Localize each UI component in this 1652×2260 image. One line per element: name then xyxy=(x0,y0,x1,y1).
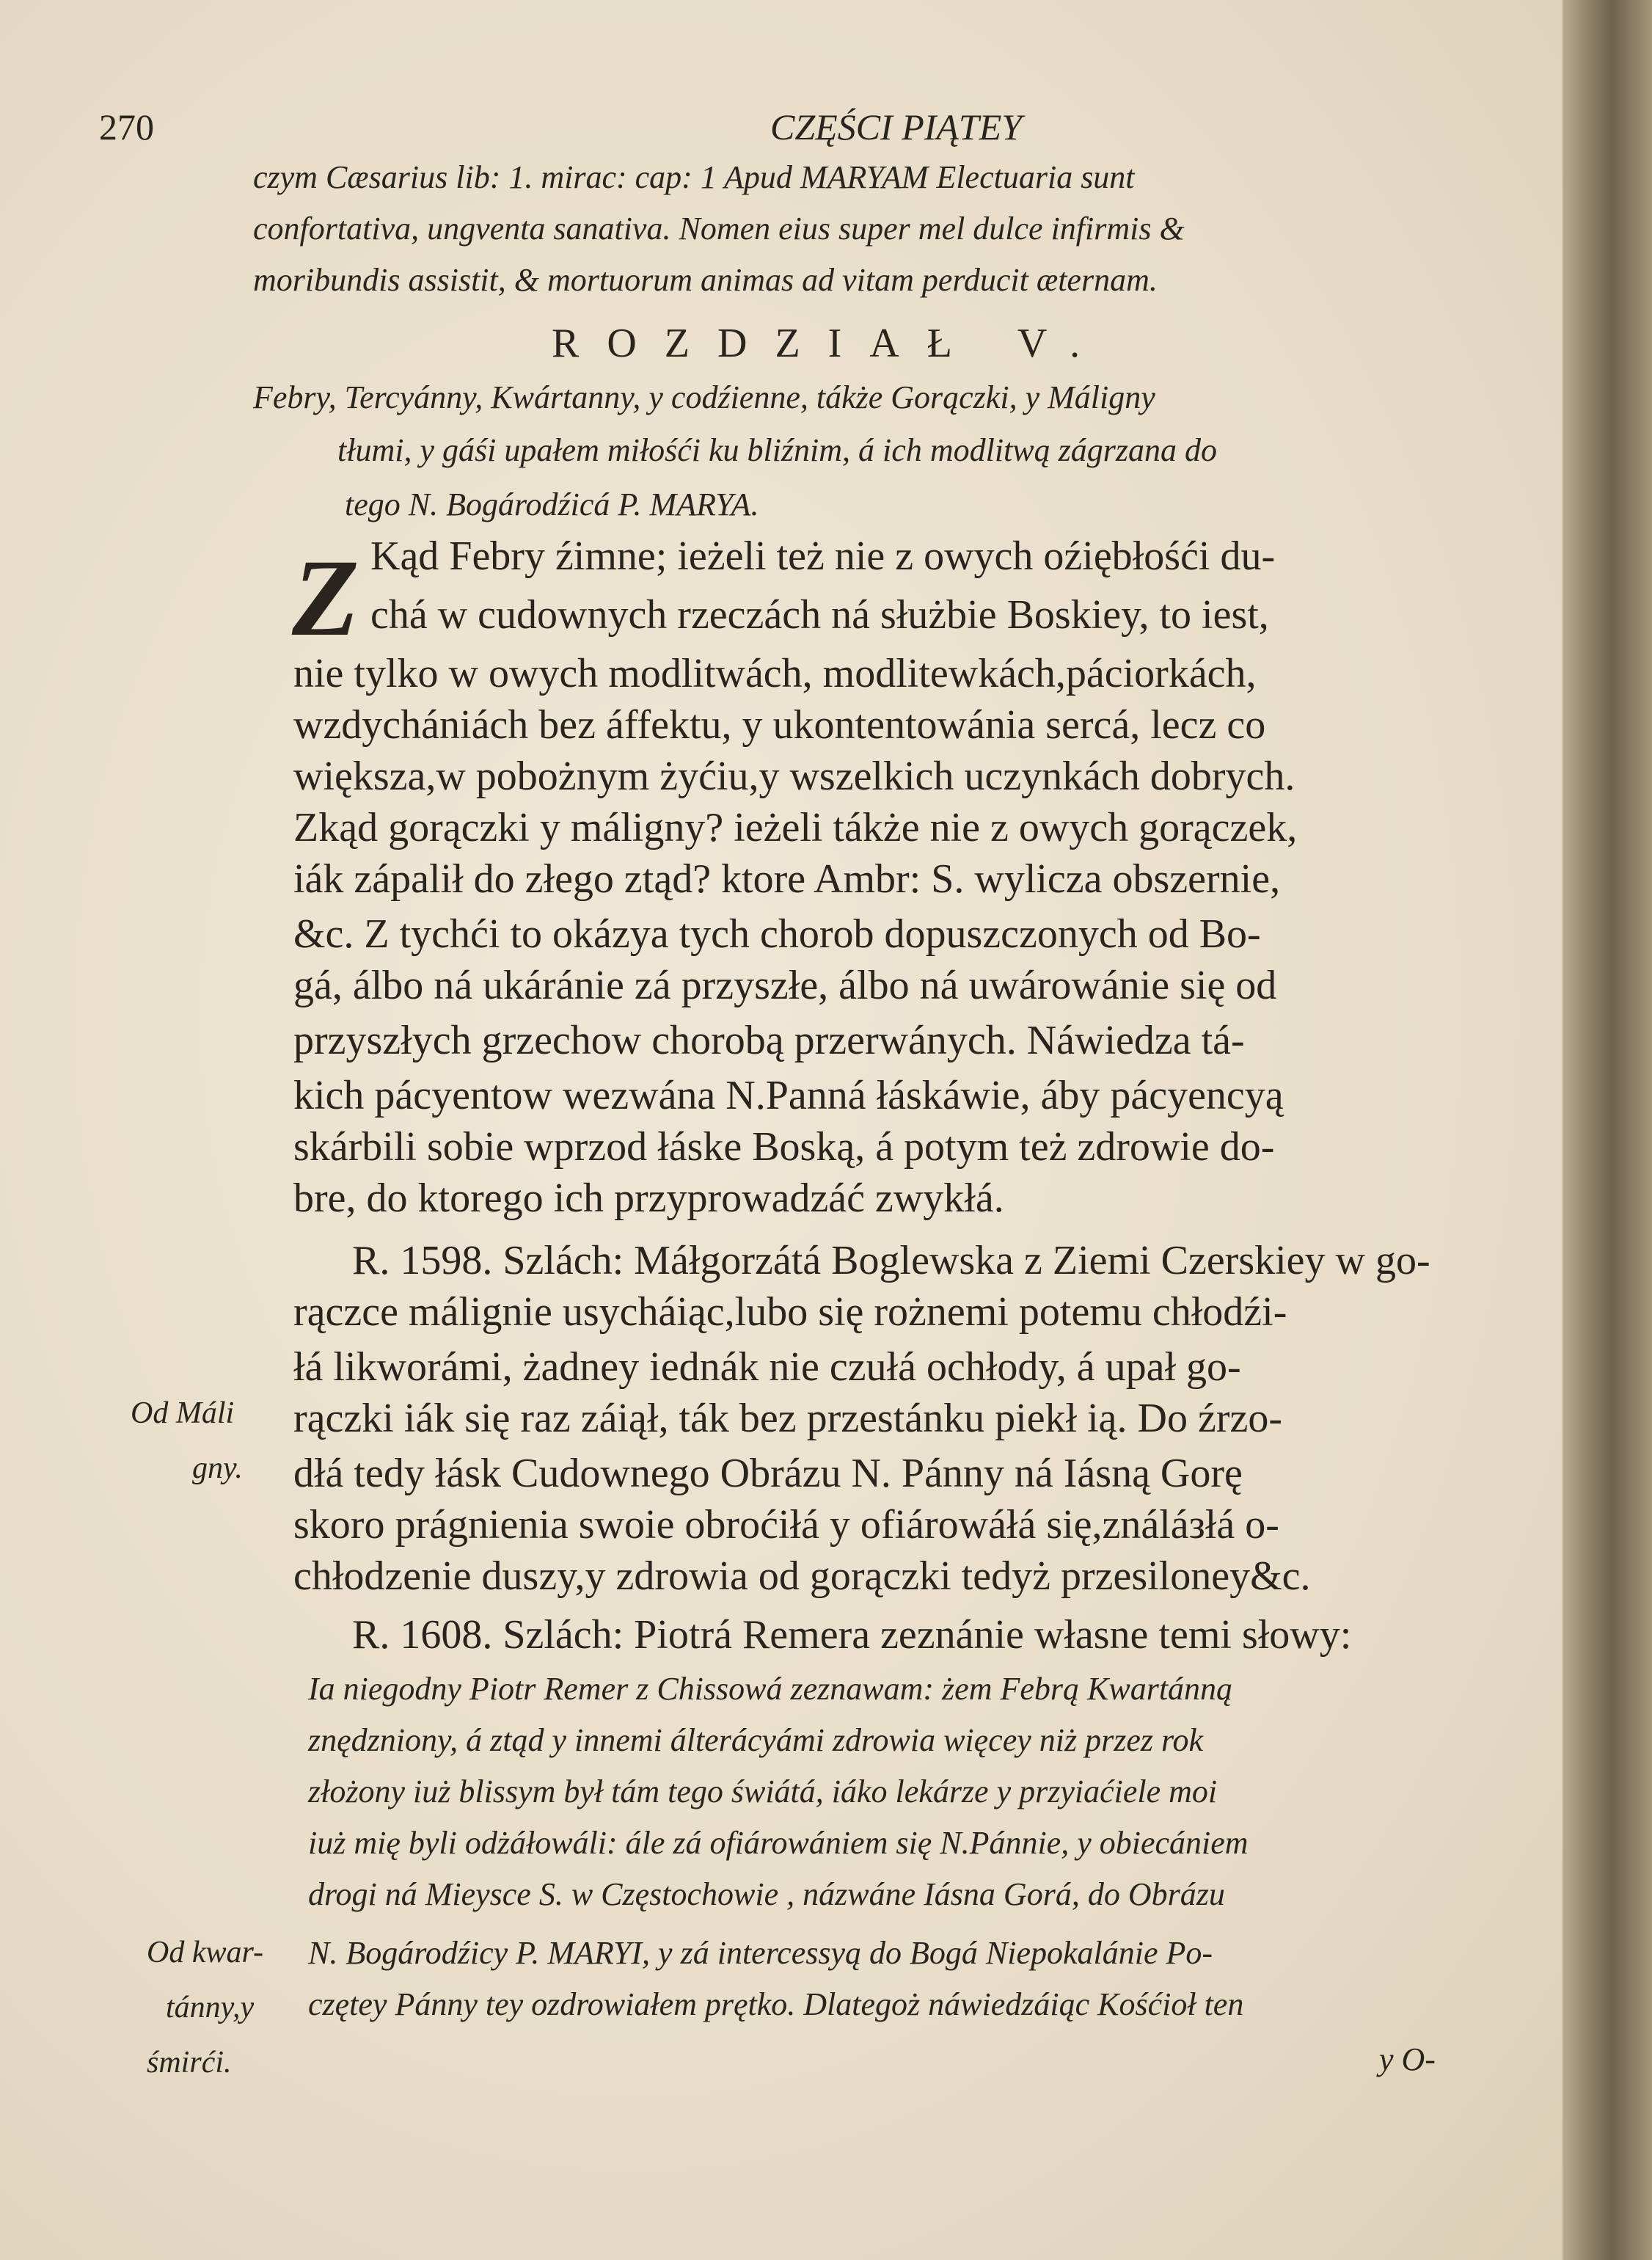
body-line: chłodzenie duszy,y zdrowia od gorączki tedyż przesiloney&c. xyxy=(293,1553,1311,1599)
body-line: większa,w pobożnym żyćiu,y wszelkich uczynkách dobrych. xyxy=(293,754,1295,799)
body-line: łá likworámi, żadney iednák nie czułá ochłody, á upał go- xyxy=(293,1344,1241,1390)
latin-line-2: confortativa, ungventa sanativa. Nomen eius super mel dulce infirmis & xyxy=(253,211,1185,247)
quote-line: czętey Pánny tey ozdrowiałem prętko. Dlategoż náwiedzáiąc Kośćioł ten xyxy=(308,1986,1244,2022)
margin-note-line: Od kwar- xyxy=(147,1936,263,1969)
body-line: rączki iák się raz záiął, ták bez przestánku piekł ią. Do źrzo- xyxy=(293,1396,1282,1441)
chapter-title: ROZDZIAŁ V. xyxy=(552,321,1108,366)
body-line: bre, do ktorego ich przyprowadzáć zwykłá. xyxy=(293,1175,1004,1221)
body-line: dłá tedy łásk Cudownego Obrázu N. Pánny ná Iásną Gorę xyxy=(293,1451,1243,1496)
running-title: CZĘŚCI PIĄTEY xyxy=(770,106,1023,147)
margin-note-line: Od Máli xyxy=(131,1396,235,1430)
latin-line-1: czym Cæsarius lib: 1. mirac: cap: 1 Apud MARYAM Electuaria sunt xyxy=(253,159,1135,195)
body-line: rączce málignie usycháiąc,lubo się rożnemi potemu chłodźi- xyxy=(293,1289,1287,1335)
catchword: y O- xyxy=(1379,2041,1436,2077)
quote-line: Ia niegodny Piotr Remer z Chissowá zeznawam: żem Febrą Kwartánną xyxy=(308,1671,1233,1707)
body-line: gá, álbo ná ukáránie zá przyszłe, álbo ná uwárowánie się od xyxy=(293,963,1277,1008)
body-line: Zkąd gorączki y máligny? ieżeli tákże nie z owych gorączek, xyxy=(293,805,1298,850)
margin-note-line: tánny,y xyxy=(166,1991,255,2024)
body-line: chá w cudownych rzeczách ná służbie Boskiey, to iest, xyxy=(370,592,1269,638)
body-line: wzdychániách bez áffektu, y ukontentowánia sercá, lecz co xyxy=(293,702,1266,748)
body-line: skoro prágnienia swoie obroćiłá y ofiárowáłá się,ználáзłá o- xyxy=(293,1502,1279,1548)
body-line: &c. Z tychći to okázya tych chorob dopuszczonych od Bo- xyxy=(293,911,1261,957)
drop-cap: Z xyxy=(292,537,359,659)
page-number: 270 xyxy=(99,106,154,147)
book-gutter xyxy=(1563,0,1652,2260)
summary-line-2: tłumi, y gáśi upałem miłośći ku bliźnim, á ich modlitwą zágrzana do xyxy=(337,432,1217,468)
body-line: iák zápalił do złego ztąd? ktore Ambr: S. wylicza obszernie, xyxy=(293,856,1281,902)
body-line: przyszłych grzechow chorobą przerwánych. Náwiedza tá- xyxy=(293,1018,1245,1063)
quote-line: drogi ná Mieysce S. w Częstochowie , názwáne Iásna Gorá, do Obrázu xyxy=(308,1876,1225,1912)
quote-line: złożony iuż blissym był tám tego świátá, iáko lekárze y przyiaćiele moi xyxy=(308,1774,1218,1809)
body-line: nie tylko w owych modlitwách, modlitewkách,páciorkách, xyxy=(293,651,1257,696)
margin-note-line: śmirći. xyxy=(147,2046,232,2079)
body-line: skárbili sobie wprzod łáske Boską, á potym też zdrowie do- xyxy=(293,1124,1275,1170)
body-line: R. 1598. Szlách: Máłgorzátá Boglewska z Ziemi Czerskiey w go- xyxy=(352,1238,1430,1283)
summary-line-3: tego N. Bogárodźicá P. MARYA. xyxy=(345,486,759,522)
body-line: R. 1608. Szlách: Piotrá Remera zeznánie własne temi słowy: xyxy=(352,1612,1352,1658)
body-line: Kąd Febry źimne; ieżeli też nie z owych oźiębłośći du- xyxy=(370,533,1276,579)
quote-line: iuż mię byli odżáłowáli: ále zá ofiárowániem się N.Pánnie, y obiecániem xyxy=(308,1825,1249,1861)
summary-line-1: Febry, Tercyánny, Kwártanny, y codźienne, tákże Gorączki, y Máligny xyxy=(253,379,1155,415)
quote-line: N. Bogárodźicy P. MARYI, y zá intercessyą do Bogá Niepokalánie Po- xyxy=(308,1935,1213,1971)
latin-line-3: moribundis assistit, & mortuorum animas ad vitam perducit æternam. xyxy=(253,262,1158,298)
quote-line: znędzniony, á ztąd y innemi álterácyámi zdrowia więcey niż przez rok xyxy=(308,1722,1204,1758)
margin-note-line: gny. xyxy=(192,1451,243,1485)
body-line: kich pácyentow wezwána N.Panná łáskáwie, áby pácyencyą xyxy=(293,1073,1284,1118)
